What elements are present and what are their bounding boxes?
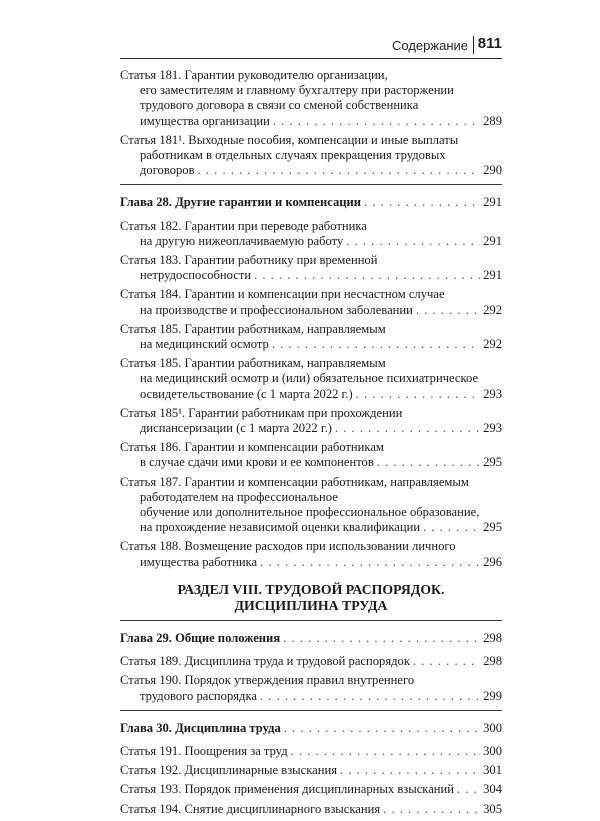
toc-entry-line — [120, 539, 502, 554]
toc-entry-page: 292 — [483, 337, 502, 352]
section-title-line-2: ДИСЦИПЛИНА ТРУДА — [234, 597, 388, 613]
toc-entry — [120, 322, 502, 352]
toc-entry-text: Статья 185. Гарантии работникам, направляемым — [120, 356, 386, 371]
toc-entry-page: 293 — [483, 421, 502, 436]
dot-leader — [346, 234, 480, 249]
toc-entry-line — [120, 802, 502, 817]
toc-entry-line — [120, 83, 502, 98]
dot-leader — [272, 337, 480, 352]
toc-entry-text: Статья 185. Гарантии работникам, направляемым — [120, 321, 386, 336]
toc-entry-text: Статья 186. Гарантии и компенсации работникам — [120, 440, 384, 455]
toc-entry-text: Статья 192. Дисциплинарные взыскания — [120, 763, 338, 778]
chapter-29-entries — [120, 654, 502, 704]
dot-leader — [423, 520, 480, 535]
toc-entry-text: Статья 190. Порядок утверждения правил внутреннего — [120, 673, 415, 688]
toc-entry — [120, 440, 502, 470]
toc-entry-text: договоров — [140, 163, 195, 178]
toc-entry-text: Статья 189. Дисциплина труда и трудовой распорядок — [120, 654, 410, 669]
toc-entry-line — [120, 114, 502, 129]
toc-entry-text: имущества работника — [140, 554, 258, 569]
toc-entry-page: 293 — [483, 386, 502, 401]
dot-leader — [356, 387, 480, 402]
toc-entry-text: его заместителям и главному бухгалтеру при расторжении — [140, 83, 454, 98]
dot-leader — [335, 421, 480, 436]
toc-entry-text: на другую нижеоплачиваемую работу — [140, 233, 344, 248]
dot-leader — [340, 763, 480, 778]
dot-leader — [260, 689, 480, 704]
toc-entry-text: в случае сдачи ими крови и ее компонентов — [140, 455, 374, 470]
toc-entry — [120, 287, 502, 317]
dot-leader — [377, 455, 480, 470]
toc-entry-line — [120, 356, 502, 371]
dot-leader — [413, 654, 480, 669]
chapter-30-title: Глава 30. Дисциплина труда — [120, 720, 281, 735]
toc-entry-page: 300 — [483, 743, 502, 758]
chapter-28-title: Глава 28. Другие гарантии и компенсации — [120, 195, 362, 210]
toc-entry-text: диспансеризации (с 1 марта 2022 г.) — [140, 421, 332, 436]
toc-entry-text: работникам в отдельных случаях прекращения трудовых — [140, 148, 446, 163]
section-8-heading — [120, 582, 502, 614]
toc-entry-page: 290 — [483, 163, 502, 178]
divider-line — [120, 184, 502, 185]
toc-entry-text: Статья 191. Поощрения за труд — [120, 743, 288, 758]
toc-entry-line — [120, 253, 502, 268]
dot-leader — [260, 555, 480, 570]
header-separator — [473, 36, 474, 54]
toc-entry-text: трудового договора в связи со сменой собственника — [140, 98, 419, 113]
chapter-30-entries — [120, 744, 502, 817]
dot-leader — [273, 114, 480, 129]
divider-line — [120, 710, 502, 711]
toc-entry-line — [120, 782, 502, 797]
toc-entry — [120, 219, 502, 249]
table-of-contents — [120, 68, 502, 821]
toc-entry-page: 291 — [483, 233, 502, 248]
toc-entry-text: Статья 188. Возмещение расходов при использовании личного — [120, 539, 456, 554]
toc-entry-text: обучение или дополнительное профессиональное образование, — [140, 505, 480, 520]
toc-entry-page: 289 — [483, 113, 502, 128]
toc-entry-line — [120, 440, 502, 455]
toc-entry — [120, 673, 502, 703]
toc-entry-line — [120, 322, 502, 337]
toc-entry-text: Статья 187. Гарантии и компенсации работникам, направляемым — [120, 474, 469, 489]
toc-entry-text: на медицинский осмотр и (или) обязательное психиатрическое — [140, 371, 479, 386]
toc-entry — [120, 406, 502, 436]
toc-entry-text: Статья 182. Гарантии при переводе работника — [120, 218, 367, 233]
toc-entry-text: на прохождение независимой оценки квалификации — [140, 520, 421, 535]
toc-entry — [120, 782, 502, 797]
toc-entry-line — [120, 337, 502, 352]
toc-entry-text: Статья 184. Гарантии и компенсации при несчастном случае — [120, 287, 445, 302]
toc-entry — [120, 68, 502, 129]
toc-entry-line — [120, 219, 502, 234]
toc-entry-line — [120, 68, 502, 83]
toc-entry-line — [120, 234, 502, 249]
entries-top-group — [120, 68, 502, 178]
dot-leader — [416, 303, 480, 318]
toc-entry-text: работодателем на профессиональное — [140, 489, 338, 504]
toc-entry-text: Статья 183. Гарантии работнику при временной — [120, 253, 378, 268]
toc-entry-text: Статья 194. Снятие дисциплинарного взыскания — [120, 801, 381, 816]
dot-leader — [283, 631, 480, 646]
toc-entry-line — [120, 98, 502, 113]
header-title: Содержание — [392, 38, 468, 53]
toc-entry-page: 291 — [483, 268, 502, 283]
toc-entry — [120, 475, 502, 536]
toc-entry-page: 298 — [483, 654, 502, 669]
dot-leader — [364, 195, 480, 210]
toc-entry-text: Статья 181¹. Выходные пособия, компенсации и иные выплаты — [120, 132, 459, 147]
chapter-28-heading — [120, 195, 502, 210]
toc-entry-line — [120, 371, 502, 386]
toc-entry-page: 295 — [483, 520, 502, 535]
toc-entry-page: 295 — [483, 455, 502, 470]
dot-leader — [291, 744, 480, 759]
toc-entry-line — [120, 689, 502, 704]
toc-entry-line — [120, 475, 502, 490]
toc-entry — [120, 763, 502, 778]
toc-entry-page: 304 — [483, 782, 502, 797]
toc-entry-line — [120, 763, 502, 778]
toc-entry-line — [120, 303, 502, 318]
section-title-line-1: РАЗДЕЛ VIII. ТРУДОВОЙ РАСПОРЯДОК. — [177, 581, 445, 597]
running-header — [120, 36, 502, 59]
toc-entry-text: Статья 193. Порядок применения дисциплинарных взысканий — [120, 782, 455, 797]
chapter-30-heading — [120, 721, 502, 736]
toc-entry-line — [120, 744, 502, 759]
dot-leader — [383, 802, 480, 817]
dot-leader — [457, 782, 480, 797]
chapter-28-entries — [120, 219, 502, 570]
toc-entry — [120, 802, 502, 817]
header-page-number: 811 — [477, 35, 502, 52]
toc-entry-page: 299 — [483, 688, 502, 703]
toc-entry-text: имущества организации — [140, 113, 270, 128]
toc-entry-line — [120, 555, 502, 570]
toc-entry — [120, 654, 502, 669]
toc-entry-line — [120, 148, 502, 163]
chapter-30-page: 300 — [483, 720, 502, 735]
chapter-29-heading — [120, 631, 502, 646]
divider-line — [120, 620, 502, 621]
toc-entry-text: Статья 185¹. Гарантии работникам при прохождении — [120, 405, 403, 420]
toc-entry-line — [120, 406, 502, 421]
toc-entry-line — [120, 455, 502, 470]
toc-entry-line — [120, 505, 502, 520]
toc-entry-page: 296 — [483, 554, 502, 569]
toc-entry — [120, 133, 502, 179]
toc-entry-line — [120, 421, 502, 436]
toc-entry — [120, 539, 502, 569]
toc-entry-page: 292 — [483, 302, 502, 317]
toc-entry-text: нетрудоспособности — [140, 268, 252, 283]
dot-leader — [284, 721, 480, 736]
dot-leader — [254, 268, 480, 283]
dot-leader — [198, 163, 481, 178]
toc-entry — [120, 356, 502, 402]
toc-entry-line — [120, 520, 502, 535]
toc-entry-page: 301 — [483, 763, 502, 778]
toc-entry-text: трудового распорядка — [140, 688, 257, 703]
toc-entry-line — [120, 654, 502, 669]
toc-entry-line — [120, 268, 502, 283]
chapter-29-page: 298 — [483, 630, 502, 645]
toc-entry-line — [120, 673, 502, 688]
toc-entry-page: 305 — [483, 801, 502, 816]
toc-entry-line — [120, 163, 502, 178]
toc-entry-line — [120, 490, 502, 505]
toc-entry-line — [120, 287, 502, 302]
toc-entry-line — [120, 133, 502, 148]
toc-entry-text: на медицинский осмотр — [140, 337, 269, 352]
toc-entry-line — [120, 387, 502, 402]
chapter-28-page: 291 — [483, 195, 502, 210]
toc-entry — [120, 253, 502, 283]
toc-entry-text: Статья 181. Гарантии руководителю организации, — [120, 68, 388, 82]
toc-entry-text: освидетельствование (с 1 марта 2022 г.) — [140, 386, 353, 401]
chapter-29-title: Глава 29. Общие положения — [120, 630, 281, 645]
toc-entry-text: на производстве и профессиональном заболевании — [140, 302, 413, 317]
toc-entry — [120, 744, 502, 759]
